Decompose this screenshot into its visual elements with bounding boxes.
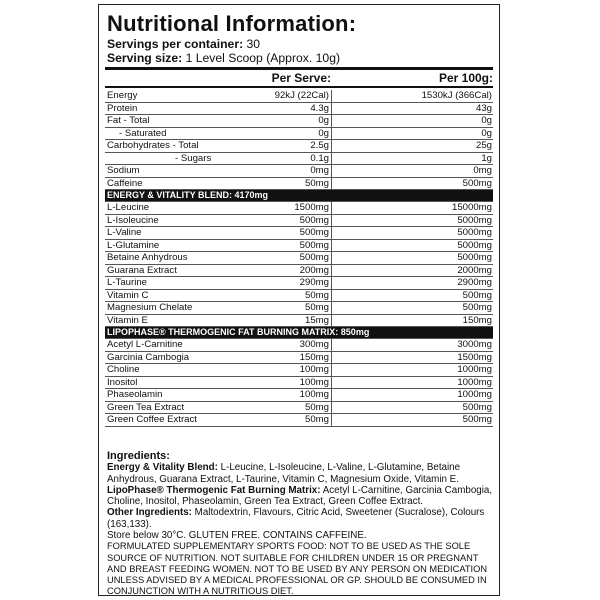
nutrient-row bbox=[105, 178, 493, 191]
nutrient-row bbox=[105, 153, 493, 166]
per-serve-header: Per Serve: bbox=[271, 71, 331, 85]
nutrient-name: L-Isoleucine bbox=[107, 214, 159, 226]
per-serve-value: 500mg bbox=[299, 239, 329, 251]
energy-blend-row bbox=[105, 227, 493, 240]
serving-size-value: 1 Level Scoop (Approx. 10g) bbox=[185, 51, 341, 65]
per-100g-value: 5000mg bbox=[457, 214, 492, 226]
nutrient-row bbox=[105, 128, 493, 141]
nutrient-name: L-Valine bbox=[107, 227, 142, 238]
energy-blend-row bbox=[105, 215, 493, 228]
energy-blend-row bbox=[105, 290, 493, 303]
per-100g-value: 43g bbox=[475, 102, 492, 114]
per-serve-value: 500mg bbox=[299, 214, 329, 226]
servings-label: Servings per container: bbox=[107, 37, 244, 51]
per-serve-value: 4.3g bbox=[310, 102, 329, 114]
per-100g-value: 15000mg bbox=[451, 202, 492, 213]
energy-blend-row bbox=[105, 252, 493, 265]
per-serve-value: 50mg bbox=[305, 401, 329, 413]
ingredients-lipo-text: Acetyl L-Carnitine, Garcinia Cambogia, Choline, Inositol, Phaseolamin, Green Tea Extract, Green Coffee Extract. bbox=[107, 484, 493, 508]
per-serve-value: 0g bbox=[318, 115, 329, 126]
energy-blend-row bbox=[105, 302, 493, 315]
lipo-blend-row bbox=[105, 364, 493, 377]
per-serve-value: 200mg bbox=[299, 264, 329, 276]
top-thick-rule bbox=[105, 67, 493, 70]
per-100g-value: 0mg bbox=[473, 165, 492, 176]
storage-text: Store below 30°C. GLUTEN FREE. CONTAINS CAFFEINE. bbox=[107, 530, 367, 542]
ingredients-other-text: Maltodextrin, Flavours, Citric Acid, Sweetener (Sucralose), Colours (163,133). bbox=[107, 507, 485, 530]
per-serve-value: 2.5g bbox=[310, 140, 329, 151]
servings-line bbox=[107, 37, 260, 51]
nutrient-row bbox=[105, 115, 493, 128]
per-serve-value: 0g bbox=[318, 127, 329, 139]
ingredients-energy-text: L-Leucine, L-Isoleucine, L-Valine, L-Glutamine, Betaine Anhydrous, Guarana Extract, L-Taurine, Vitamin C, Magnesium Oxide, Vitamin E. bbox=[107, 462, 461, 485]
ingredients-section bbox=[107, 451, 493, 597]
nutrient-name: Betaine Anhydrous bbox=[107, 252, 188, 263]
per-100g-value: 0g bbox=[481, 127, 492, 139]
nutrient-name: Sodium bbox=[107, 165, 140, 176]
per-serve-value: 0mg bbox=[310, 165, 329, 176]
nutrient-row bbox=[105, 90, 493, 103]
nutrient-name: Energy bbox=[107, 90, 138, 101]
energy-blend-row bbox=[105, 265, 493, 278]
nutrient-row bbox=[105, 140, 493, 153]
header-rule bbox=[105, 86, 493, 88]
per-100g-value: 1g bbox=[481, 152, 492, 164]
per-100g-value: 1000mg bbox=[457, 389, 492, 400]
nutrient-row bbox=[105, 165, 493, 178]
nutrient-name: Acetyl L-Carnitine bbox=[107, 339, 183, 350]
servings-value: 30 bbox=[246, 37, 261, 51]
energy-blend-row bbox=[105, 315, 493, 328]
per-100g-value: 1530kJ (366Cal) bbox=[421, 90, 492, 101]
lipo-blend-row bbox=[105, 414, 493, 427]
energy-blend-row bbox=[105, 277, 493, 290]
nutrient-name: Garcinia Cambogia bbox=[107, 351, 190, 363]
per-100g-value: 5000mg bbox=[457, 227, 492, 238]
per-100g-value: 500mg bbox=[462, 401, 492, 413]
nutrient-name: Fat - Total bbox=[107, 115, 150, 126]
lipo-blend-row bbox=[105, 352, 493, 365]
per-100g-value: 500mg bbox=[462, 302, 492, 313]
per-100g-value: 2900mg bbox=[457, 277, 492, 288]
per-serve-value: 15mg bbox=[305, 314, 329, 326]
nutrient-name: Caffeine bbox=[107, 177, 143, 189]
nutrient-name: Choline bbox=[107, 364, 140, 375]
ingredients-lipo bbox=[107, 485, 493, 508]
nutrition-table bbox=[105, 90, 493, 427]
ingredients-other bbox=[107, 507, 493, 530]
per-serve-value: 150mg bbox=[299, 351, 329, 363]
lipo-blend-row bbox=[105, 377, 493, 390]
nutrient-name: L-Taurine bbox=[107, 277, 147, 288]
per-100g-value: 1000mg bbox=[457, 376, 492, 388]
per-100g-value: 5000mg bbox=[457, 239, 492, 251]
lipo-blend-header: LIPOPHASE® THERMOGENIC FAT BURNING MATRIX: 850mg bbox=[105, 327, 493, 339]
serving-size-label: Serving size: bbox=[107, 51, 183, 65]
per-100g-value: 500mg bbox=[462, 177, 492, 189]
nutrient-name: L-Leucine bbox=[107, 202, 150, 213]
nutrient-name: Phaseolamin bbox=[107, 389, 163, 400]
nutrient-name: - Sugars bbox=[175, 152, 212, 164]
warning-text: FORMULATED SUPPLEMENTARY SPORTS FOOD: NOT TO BE USED AS THE SOLE SOURCE OF NUTRITION. NOT SUITABLE FOR CHILDREN UNDER 15 OR PREGNANT AND BREAST FEEDING WOMEN. NOT TO BE USED BY ANY PERSON ON MEDICATION UNLESS ADVISED BY A MEDICAL PROFESSIONAL OR GP. SHOULD BE CONSUMED IN CONJUNCTION WITH A NUTRITIOUS DIET. bbox=[107, 541, 488, 597]
per-100g-value: 500mg bbox=[462, 289, 492, 301]
per-serve-value: 50mg bbox=[305, 289, 329, 301]
per-serve-value: 92kJ (22Cal) bbox=[274, 90, 329, 101]
ingredients-energy bbox=[107, 462, 493, 485]
per-100g-value: 1000mg bbox=[457, 364, 492, 375]
panel-title: Nutritional Information: bbox=[107, 11, 357, 36]
per-serve-value: 0.1g bbox=[310, 152, 329, 164]
lipo-blend-row bbox=[105, 339, 493, 352]
column-header bbox=[105, 71, 493, 83]
per-100g-value: 150mg bbox=[462, 314, 492, 326]
per-100g-value: 500mg bbox=[462, 414, 492, 425]
nutrient-name: Vitamin C bbox=[107, 289, 149, 301]
nutrition-panel bbox=[98, 4, 500, 596]
per-100g-value: 2000mg bbox=[457, 264, 492, 276]
per-serve-value: 100mg bbox=[299, 389, 329, 400]
per-serve-value: 500mg bbox=[299, 252, 329, 263]
per-100g-value: 0g bbox=[481, 115, 492, 126]
per-serve-value: 300mg bbox=[299, 339, 329, 350]
per-100g-header: Per 100g: bbox=[438, 71, 493, 85]
energy-blend-row bbox=[105, 240, 493, 253]
per-serve-value: 290mg bbox=[299, 277, 329, 288]
per-serve-value: 1500mg bbox=[294, 202, 329, 213]
lipo-blend-row bbox=[105, 402, 493, 415]
per-serve-value: 50mg bbox=[305, 302, 329, 313]
nutrient-name: Protein bbox=[107, 102, 138, 114]
nutrient-name: Inositol bbox=[107, 376, 138, 388]
ingredients-other-label: Other Ingredients: bbox=[107, 507, 192, 519]
ingredients-lipo-label: LipoPhase® Thermogenic Fat Burning Matrix: bbox=[107, 484, 321, 496]
ingredients-heading: Ingredients: bbox=[107, 450, 170, 462]
nutrient-name: Vitamin E bbox=[107, 314, 148, 326]
per-serve-value: 50mg bbox=[305, 414, 329, 425]
energy-blend-row bbox=[105, 202, 493, 215]
nutrient-row bbox=[105, 103, 493, 116]
serving-size-line bbox=[107, 51, 340, 65]
nutrient-name: Green Tea Extract bbox=[107, 401, 185, 413]
per-100g-value: 5000mg bbox=[457, 252, 492, 263]
per-serve-value: 500mg bbox=[299, 227, 329, 238]
energy-blend-header: ENERGY & VITALITY BLEND: 4170mg bbox=[105, 190, 493, 202]
per-serve-value: 50mg bbox=[305, 177, 329, 189]
per-100g-value: 1500mg bbox=[457, 351, 492, 363]
per-serve-value: 100mg bbox=[299, 364, 329, 375]
nutrient-name: Magnesium Chelate bbox=[107, 302, 193, 313]
nutrient-name: - Saturated bbox=[119, 127, 167, 139]
per-serve-value: 100mg bbox=[299, 376, 329, 388]
ingredients-energy-label: Energy & Vitality Blend: bbox=[107, 462, 218, 474]
nutrient-name: Guarana Extract bbox=[107, 264, 177, 276]
per-100g-value: 3000mg bbox=[457, 339, 492, 350]
nutrient-name: Carbohydrates - Total bbox=[107, 140, 199, 151]
per-100g-value: 25g bbox=[475, 140, 492, 151]
lipo-blend-row bbox=[105, 389, 493, 402]
nutrient-name: L-Glutamine bbox=[107, 239, 160, 251]
nutrient-name: Green Coffee Extract bbox=[107, 414, 197, 425]
